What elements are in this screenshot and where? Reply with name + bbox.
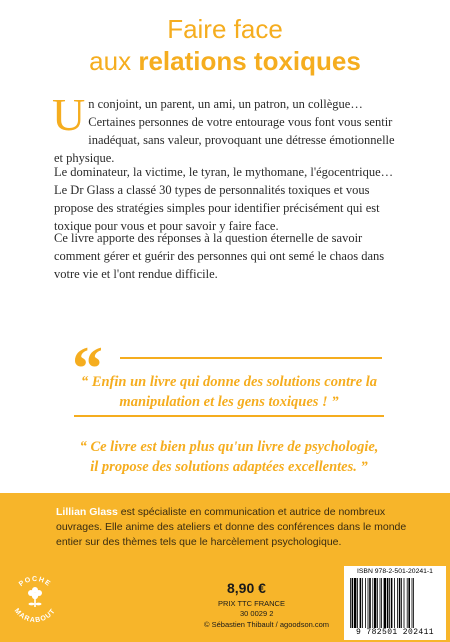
- title-bold: relations toxiques: [138, 46, 361, 76]
- barcode-bar: [368, 578, 369, 628]
- author-bio-text: est spécialiste en communication et autrice de nombreux ouvrages. Elle anime des ateliers et donne des conférences dans le monde entier sur des thèmes tels que le harcèlement psychologique.: [56, 506, 407, 548]
- flower-icon: [28, 587, 42, 607]
- author-name: Lillian Glass: [56, 506, 118, 518]
- quote-mark-icon: “: [72, 335, 103, 403]
- barcode-bar: [401, 578, 402, 628]
- barcode-bar: [350, 578, 351, 628]
- paragraph-1-text: n conjoint, un parent, un ami, un patron, un collègue… Certaines personnes de votre entourage vous font vous sentir inadéquat, sans valeur, provoquant une détresse émotionnelle et physique.: [54, 97, 395, 165]
- review-quote-2: “ Ce livre est bien plus qu'un livre de psychologie, il propose des solutions adaptées excellentes. ”: [79, 439, 379, 475]
- price-label: PRIX TTC FRANCE: [218, 599, 285, 608]
- barcode-bar: [369, 578, 371, 628]
- barcode-bar: [372, 578, 373, 628]
- body-paragraph-1: [52, 89, 404, 167]
- cover-credit: © Sébastien Thibault / agoodson.com: [204, 620, 330, 629]
- barcode-bar: [397, 578, 398, 628]
- svg-text:MARABOUT: [13, 607, 57, 624]
- ean-number: 9 782501 202411: [355, 628, 434, 637]
- quote-rule-middle: [74, 415, 384, 417]
- poche-marabout-logo: [6, 568, 64, 630]
- barcode-bar: [387, 578, 389, 628]
- barcode-bar: [365, 578, 366, 628]
- barcode-bar: [377, 578, 378, 628]
- barcode-bar: [362, 578, 363, 628]
- barcode-bar: [412, 578, 413, 628]
- title-line-2: [0, 46, 450, 76]
- isbn-label: ISBN 978-2-501-20241-1: [357, 568, 433, 575]
- body-paragraph-3: Ce livre apporte des réponses à la question éternelle de savoir comment gérer et guérir des personnes qui ont semé le chaos dans votre vie et l'ont rendue difficile.: [54, 231, 385, 281]
- barcode-bar: [389, 578, 390, 628]
- review-quote-1: “ Enfin un livre qui donne des solutions contre la manipulation et les gens toxiques ! ”: [80, 374, 378, 410]
- body-paragraph-2: Le dominateur, la victime, le tyran, le mythomane, l'égocentrique… Le Dr Glass a classé 30 types de personnalités toxiques et vous propose des stratégies simples pour identifier précisément qui est toxique pour vous et pour savoir y faire face.: [54, 165, 394, 233]
- barcode-bar: [394, 578, 395, 628]
- price: 8,90 €: [227, 580, 266, 596]
- barcode-bar: [407, 578, 408, 628]
- barcode-bar: [374, 578, 376, 628]
- barcode-bar: [357, 578, 358, 628]
- drop-cap: U: [52, 89, 86, 140]
- title-prefix: aux: [89, 46, 139, 76]
- barcode-bar: [381, 578, 382, 628]
- quote-rule-top: [120, 357, 382, 359]
- logo-bottom-text: MARABOUT: [12, 607, 58, 625]
- barcode-bar: [384, 578, 386, 628]
- barcode-bar: [399, 578, 401, 628]
- barcode-bar: [408, 578, 410, 628]
- price-code: 30 0029 2: [240, 609, 274, 618]
- barcode: [349, 578, 441, 628]
- barcode-bar: [360, 578, 362, 628]
- barcode-bar: [404, 578, 405, 628]
- barcode-bar: [352, 578, 354, 628]
- barcode-block: [344, 566, 446, 640]
- barcode-bar: [380, 578, 381, 628]
- author-bio: [56, 505, 416, 550]
- title-line-1: Faire face: [167, 14, 283, 44]
- logo-top-text: POCHE: [17, 575, 53, 589]
- barcode-bar: [354, 578, 356, 628]
- barcode-bar: [391, 578, 393, 628]
- svg-text:POCHE: [18, 576, 52, 588]
- barcode-bar: [413, 578, 414, 628]
